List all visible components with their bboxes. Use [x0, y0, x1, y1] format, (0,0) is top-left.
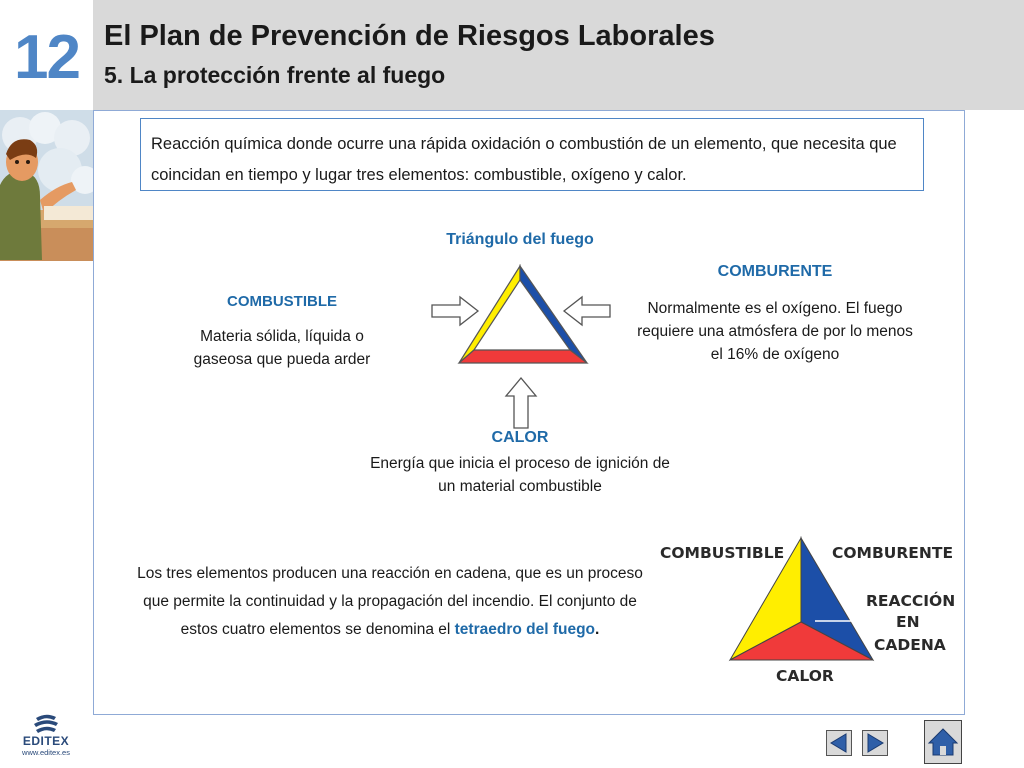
definition-box: Reacción química donde ocurre una rápida oxidación o combustión de un elemento, que necesita que coincidan en tiempo y lugar tres elementos: combustible, oxígeno y calor. — [140, 118, 924, 191]
arrow-right-icon — [432, 297, 478, 325]
combustible-description: Materia sólida, líquida o gaseosa que pueda arder — [193, 328, 371, 368]
header-illustration — [0, 110, 93, 261]
fire-triangle-diagram — [430, 262, 612, 430]
arrow-left-icon — [564, 297, 610, 325]
tetra-comburente-label: COMBURENTE — [832, 544, 954, 562]
slide-header — [0, 0, 1024, 110]
triangle-left-icon — [827, 731, 851, 755]
triangle-calor-side — [459, 350, 587, 363]
calor-description: Energía que inicia el proceso de ignición de un material combustible — [370, 455, 670, 495]
chain-text-body: Los tres elementos producen una reacción en cadena, que es un proceso que permite la continuidad y la propagación del incendio. El conjunto de estos cuatro elementos se denomina el — [137, 565, 643, 638]
editex-logo-icon — [32, 712, 60, 734]
triangle-right-icon — [863, 731, 887, 755]
chain-reaction-text — [130, 560, 650, 644]
editex-logo — [14, 712, 78, 762]
chain-text-end: . — [595, 621, 600, 638]
home-button[interactable] — [924, 720, 962, 764]
house-icon — [925, 721, 961, 763]
tetra-reaccion-label-1: REACCIÓN — [866, 592, 956, 610]
editex-logo-url: www.editex.es — [22, 748, 70, 757]
page-title: El Plan de Prevención de Riesgos Laborales — [104, 20, 715, 52]
page-subtitle: 5. La protección frente al fuego — [104, 62, 446, 88]
next-slide-button[interactable] — [862, 730, 888, 756]
combustible-label: COMBUSTIBLE — [227, 293, 337, 310]
tetra-calor-label: CALOR — [776, 667, 834, 685]
editex-logo-name: EDITEX — [22, 734, 70, 748]
unit-number: 12 — [14, 23, 79, 92]
unit-badge — [0, 0, 93, 110]
arrow-up-icon — [506, 378, 536, 428]
comburente-description: Normalmente es el oxígeno. El fuego requiere una atmósfera de por lo menos el 16% de oxígeno — [637, 300, 913, 363]
tetra-reaccion-label-2: EN — [896, 613, 920, 631]
tetra-reaccion-label-3: CADENA — [874, 636, 946, 654]
comburente-label: COMBURENTE — [717, 263, 833, 280]
fire-triangle-title: Triángulo del fuego — [446, 231, 594, 248]
prev-slide-button[interactable] — [826, 730, 852, 756]
tetra-combustible-label: COMBUSTIBLE — [660, 544, 785, 562]
calor-label: CALOR — [491, 429, 549, 446]
tetrahedron-term: tetraedro del fuego — [454, 621, 596, 638]
